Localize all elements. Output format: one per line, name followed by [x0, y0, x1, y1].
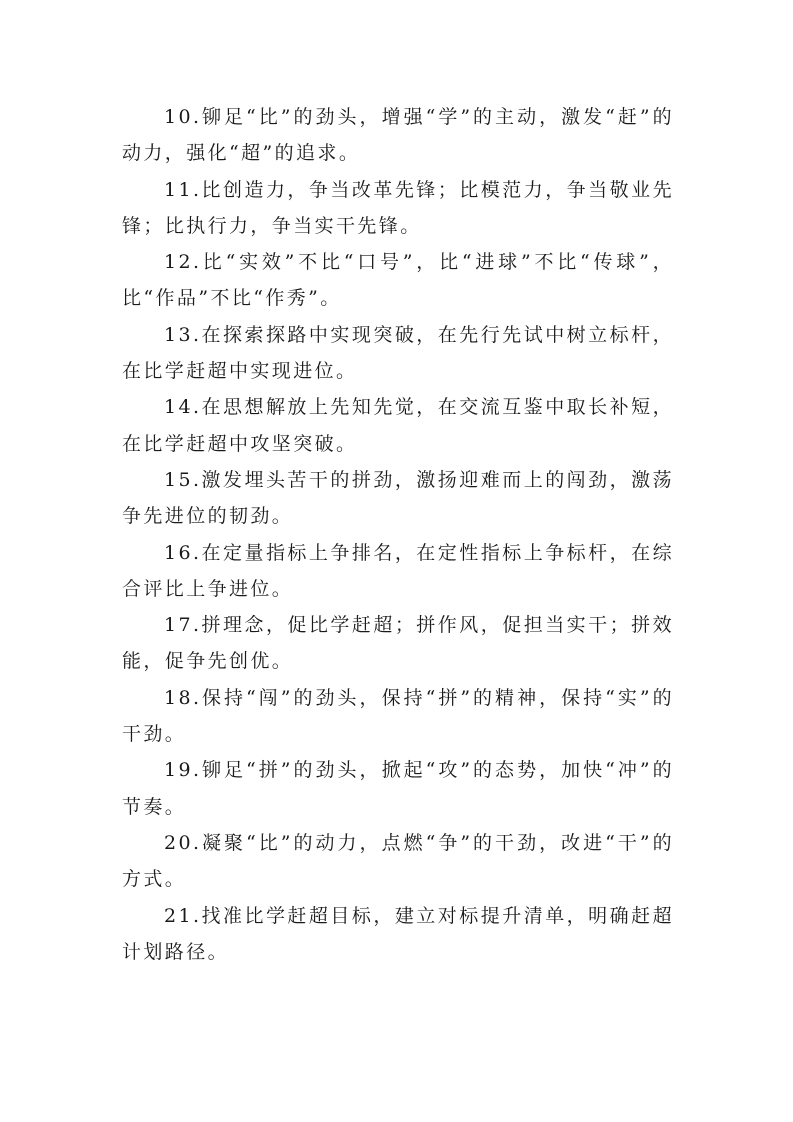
- paragraph-21: 21.找准比学赶超目标，建立对标提升清单，明确赶超计划路径。: [122, 904, 674, 963]
- paragraph-12: 12.比“实效”不比“口号”，比“进球”不比“传球”，比“作品”不比“作秀”。: [122, 251, 674, 310]
- paragraph-11: 11.比创造力，争当改革先锋；比模范力，争当敬业先锋；比执行力，争当实干先锋。: [122, 178, 674, 237]
- paragraph-13: 13.在探索探路中实现突破，在先行先试中树立标杆，在比学赶超中实现进位。: [122, 323, 674, 383]
- paragraph-10: 10.铆足“比”的劲头，增强“学”的主动，激发“赶”的动力，强化“超”的追求。: [122, 106, 674, 165]
- document-body: [122, 99, 674, 970]
- paragraph-19: 19.铆足“拼”的劲头，掀起“攻”的态势，加快“冲”的节奏。: [122, 759, 674, 818]
- paragraph-15: 15.激发埋头苦干的拼劲，激扬迎难而上的闯劲，激荡争先进位的韧劲。: [122, 468, 674, 528]
- paragraph-17: 17.拼理念，促比学赶超；拼作风，促担当实干；拼效能，促争先创优。: [122, 614, 674, 673]
- paragraph-14: 14.在思想解放上先知先觉，在交流互鉴中取长补短，在比学赶超中攻坚突破。: [122, 396, 674, 455]
- paragraph-20: 20.凝聚“比”的动力，点燃“争”的干劲，改进“干”的方式。: [122, 831, 674, 891]
- paragraph-18: 18.保持“闯”的劲头，保持“拼”的精神，保持“实”的干劲。: [122, 686, 674, 746]
- paragraph-16: 16.在定量指标上争排名，在定性指标上争标杆，在综合评比上争进位。: [122, 541, 674, 600]
